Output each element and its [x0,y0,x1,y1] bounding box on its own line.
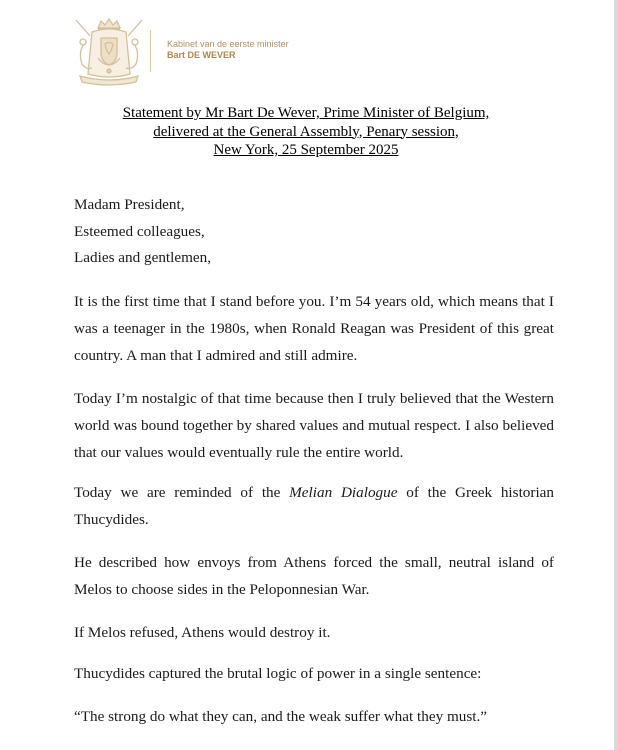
paragraph-3-end: of the Greek historian Thucydides. [74,483,554,528]
title-line-3: New York, 25 September 2025 [213,142,399,158]
paragraph-3-start: Today we are reminded of the [74,483,290,501]
prime-minister-name: Bart DE WEVER [167,50,236,60]
title-line-1: Statement by Mr Bart De Wever, Prime Minister of Belgium, [122,105,490,121]
paragraph-4: He described how envoys from Athens forced the small, neutral island of Melos to choose sides in the Peloponnesian War. [74,553,554,598]
paragraph-6: Thucydides captured the brutal logic of power in a single sentence: [74,664,482,682]
statement-title [60,104,552,160]
header-divider [150,30,151,72]
salutation [74,192,554,272]
title-line-2: delivered at the General Assembly, Penary session, [153,123,459,140]
salutation-line-2: Esteemed colleagues, [74,222,205,240]
speech-body [74,192,554,744]
office-name: Kabinet van de eerste minister [167,39,289,49]
paragraph-1: It is the first time that I stand before you. I’m 54 years old, which means that I was a teenager in the 1980s, when Ronald Reagan was President of this great country. A man that I admired and still admire. [74,292,554,364]
office-header [167,39,289,61]
viewer-edge [614,0,618,750]
melian-dialogue-title: Melian Dialogue [289,483,398,501]
coat-of-arms-icon [70,14,148,88]
paragraph-3 [74,479,554,533]
paragraph-5: If Melos refused, Athens would destroy it. [74,623,331,641]
paragraph-2: Today I’m nostalgic of that time because then I truly believed that the Western world was bound together by shared values and mutual respect. I also believed that our values would eventually rule the entire world. [74,389,554,461]
salutation-line-1: Madam President, [74,196,185,213]
salutation-line-3: Ladies and gentlemen, [74,249,212,266]
quotation: “The strong do what they can, and the weak suffer what they must.” [74,707,488,725]
